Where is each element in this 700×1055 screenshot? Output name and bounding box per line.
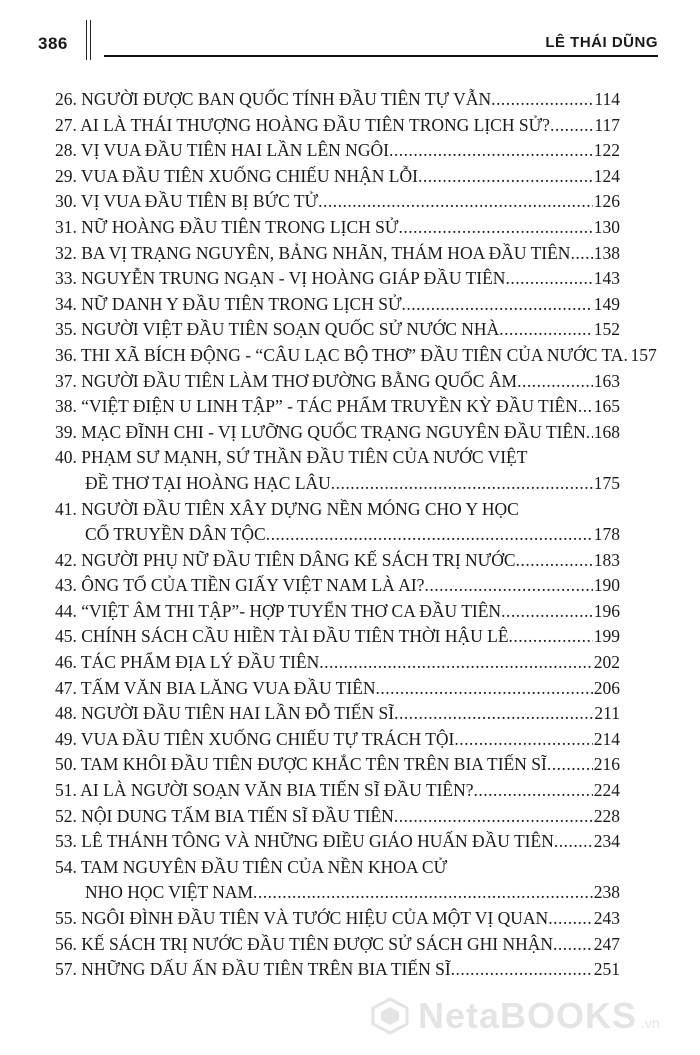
netabooks-logo-icon	[370, 996, 410, 1036]
running-head-author: LÊ THÁI DŨNG	[545, 34, 658, 51]
toc-entry-row	[55, 189, 620, 215]
toc-entry-row	[55, 292, 620, 318]
toc-entry	[55, 317, 620, 343]
toc-entry-row	[55, 113, 620, 139]
toc-entry-title: 39. MẠC ĐĨNH CHI - VỊ LƯỠNG QUỐC TRẠNG NGUYÊN ĐẦU TIÊN	[55, 421, 586, 442]
toc-entry	[55, 445, 620, 496]
toc-entry	[55, 266, 620, 292]
toc-entry-title: 49. VUA ĐẦU TIÊN XUỐNG CHIẾU TỰ TRÁCH TỘI	[55, 728, 455, 749]
dot-leader	[424, 573, 592, 599]
toc-entry-row	[55, 394, 620, 420]
dot-leader	[550, 113, 593, 139]
toc-entry-title: 44. “VIỆT ÂM THI TẬP”- HỢP TUYỂN THƠ CA ĐẦU TIÊN	[55, 600, 502, 621]
toc-entry-title: 52. NỘI DUNG TẤM BIA TIẾN SĨ ĐẦU TIÊN	[55, 805, 394, 826]
toc-page-number: 247	[593, 933, 620, 954]
toc-page-number: 124	[593, 165, 620, 186]
dot-leader	[516, 548, 593, 574]
toc-entry	[55, 855, 620, 906]
dot-leader	[331, 471, 593, 497]
toc-page-number: 228	[593, 805, 620, 826]
toc-page-number: 122	[593, 140, 620, 161]
toc-page-number: 190	[593, 575, 620, 596]
toc-entry	[55, 624, 620, 650]
toc-page-number: 183	[593, 549, 620, 570]
toc-entry-row	[55, 164, 620, 190]
toc-page-number: 126	[593, 191, 620, 212]
toc-entry	[55, 906, 620, 932]
watermark-text: NetaBOOKS	[418, 995, 638, 1036]
toc-entry-row	[55, 215, 620, 241]
watermark	[370, 990, 690, 1042]
toc-entry	[55, 164, 620, 190]
toc-entry-row	[55, 522, 620, 548]
toc-entry	[55, 650, 620, 676]
dot-leader	[570, 241, 592, 267]
dot-leader	[578, 394, 593, 420]
dot-leader	[454, 727, 592, 753]
toc-entry	[55, 497, 620, 548]
dot-leader	[586, 420, 593, 446]
toc-page-number: 114	[594, 89, 620, 109]
watermark-suffix: .vn	[641, 1015, 660, 1031]
dot-leader	[451, 957, 593, 983]
toc-entry	[55, 957, 620, 983]
toc-page-number: 251	[593, 959, 620, 980]
toc-entry-row	[55, 138, 620, 164]
toc-entry-title: 38. “VIỆT ĐIỆN U LINH TẬP” - TÁC PHẨM TRUYỀN KỲ ĐẦU TIÊN	[55, 396, 578, 417]
toc-entry-row	[55, 932, 620, 958]
toc-entry-row	[55, 573, 620, 599]
toc-page-number: 224	[593, 780, 620, 801]
toc-entry-title: 30. VỊ VUA ĐẦU TIÊN BỊ BỨC TỬ	[55, 191, 319, 212]
dot-leader	[554, 829, 593, 855]
toc-entry-title: 51. AI LÀ NGƯỜI SOẠN VĂN BIA TIẾN SĨ ĐẦU TIÊN?	[55, 780, 474, 801]
toc-page-number: 202	[593, 652, 620, 673]
toc-entry-title: 28. VỊ VUA ĐẦU TIÊN HAI LẦN LÊN NGÔI	[55, 140, 389, 161]
header-rule	[104, 55, 658, 57]
toc-entry-title: 55. NGÔI ĐÌNH ĐẦU TIÊN VÀ TƯỚC HIỆU CỦA MỘT VỊ QUAN	[55, 908, 549, 928]
toc-entry-title: ĐỀ THƠ TẠI HOÀNG HẠC LÂU	[85, 472, 331, 493]
dot-leader	[266, 522, 593, 548]
toc-page-number: 168	[593, 421, 620, 442]
dot-leader	[499, 317, 593, 343]
toc-entry-title: 48. NGƯỜI ĐẦU TIÊN HAI LẦN ĐỖ TIẾN SĨ	[55, 703, 395, 724]
toc-entry-row	[55, 624, 620, 650]
toc-entry-title: 34. NỮ DANH Y ĐẦU TIÊN TRONG LỊCH SỬ	[55, 293, 402, 314]
toc-page-number: 152	[593, 319, 620, 340]
table-of-contents	[55, 87, 657, 983]
toc-page-number: 238	[593, 882, 620, 903]
toc-entry-title: 27. AI LÀ THÁI THƯỢNG HOÀNG ĐẦU TIÊN TRONG LỊCH SỬ?	[55, 114, 550, 135]
toc-entry-title: 32. BA VỊ TRẠNG NGUYÊN, BẢNG NHÃN, THÁM HOA ĐẦU TIÊN	[55, 242, 571, 263]
dot-leader	[553, 932, 593, 958]
toc-entry	[55, 804, 620, 830]
dot-leader	[509, 624, 593, 650]
toc-page-number: 175	[593, 472, 620, 493]
toc-page-number: 196	[593, 600, 620, 621]
toc-entry	[55, 676, 620, 702]
toc-entry-row	[55, 241, 620, 267]
toc-entry	[55, 369, 620, 395]
dot-leader	[402, 292, 593, 318]
toc-page-number: 138	[593, 242, 620, 263]
dot-leader	[547, 752, 593, 778]
toc-entry	[55, 87, 620, 113]
toc-entry-row	[55, 804, 620, 830]
toc-entry-title-line: 41. NGƯỜI ĐẦU TIÊN XÂY DỰNG NỀN MÓNG CHO Y HỌC	[55, 498, 519, 519]
toc-entry-title: 47. TẤM VĂN BIA LĂNG VUA ĐẦU TIÊN	[55, 677, 376, 698]
toc-entry	[55, 932, 620, 958]
toc-page-number: 117	[594, 114, 620, 135]
toc-entry	[55, 829, 620, 855]
toc-entry	[55, 343, 657, 369]
dot-leader	[389, 138, 593, 164]
dot-leader	[318, 189, 593, 215]
toc-entry-title: 46. TÁC PHẨM ĐỊA LÝ ĐẦU TIÊN	[55, 652, 320, 673]
toc-entry	[55, 752, 620, 778]
toc-entry-title: 42. NGƯỜI PHỤ NỮ ĐẦU TIÊN DÂNG KẾ SÁCH TRỊ NƯỚC	[55, 549, 516, 570]
toc-page-number: 157	[630, 344, 657, 365]
toc-entry	[55, 599, 620, 625]
toc-entry-title: 45. CHÍNH SÁCH CẦU HIỀN TÀI ĐẦU TIÊN THỜI HẬU LÊ	[55, 626, 509, 647]
toc-entry-title-line: 40. PHẠM SƯ MẠNH, SỨ THẦN ĐẦU TIÊN CỦA NƯỚC VIỆT	[55, 447, 528, 468]
dot-leader	[505, 266, 592, 292]
dot-leader	[548, 906, 593, 932]
toc-entry	[55, 138, 620, 164]
toc-entry-row	[55, 701, 620, 727]
toc-entry-row	[55, 906, 620, 932]
toc-entry-row	[55, 676, 620, 702]
toc-page-number: 163	[593, 370, 620, 391]
page-number: 386	[38, 34, 68, 53]
toc-entry-row	[55, 599, 620, 625]
toc-page-number: 178	[593, 524, 620, 545]
toc-entry	[55, 113, 620, 139]
toc-page-number: 165	[593, 396, 620, 417]
toc-page-number: 130	[593, 216, 620, 237]
toc-page-number: 216	[593, 754, 620, 775]
toc-page-number: 143	[593, 268, 620, 289]
dot-leader	[398, 215, 592, 241]
toc-entry-row	[55, 471, 620, 497]
toc-page-number: 206	[593, 677, 620, 698]
toc-entry-row	[55, 317, 620, 343]
toc-entry-title: 29. VUA ĐẦU TIÊN XUỐNG CHIẾU NHẬN LỖI	[55, 165, 418, 186]
dot-leader	[474, 778, 593, 804]
page-header	[0, 0, 700, 70]
toc-entry-title: 43. ÔNG TỔ CỦA TIỀN GIẤY VIỆT NAM LÀ AI?	[55, 575, 425, 596]
toc-entry	[55, 241, 620, 267]
toc-entry-title: 26. NGƯỜI ĐƯỢC BAN QUỐC TÍNH ĐẦU TIÊN TỰ VẪN	[55, 89, 492, 109]
dot-leader	[319, 650, 592, 676]
toc-entry	[55, 548, 620, 574]
dot-leader	[517, 369, 593, 395]
toc-entry	[55, 420, 620, 446]
toc-entry-row	[55, 266, 620, 292]
toc-entry-row	[55, 343, 657, 369]
toc-entry-row	[55, 829, 620, 855]
toc-entry	[55, 701, 620, 727]
dot-leader	[394, 701, 593, 727]
dot-leader	[253, 880, 593, 906]
toc-entry-row	[55, 727, 620, 753]
toc-entry-row	[55, 650, 620, 676]
toc-page-number: 234	[593, 831, 620, 852]
toc-entry-title: 31. NỮ HOÀNG ĐẦU TIÊN TRONG LỊCH SỬ	[55, 216, 399, 237]
dot-leader	[501, 599, 593, 625]
toc-entry-title: CỔ TRUYỀN DÂN TỘC	[85, 524, 266, 545]
toc-entry	[55, 727, 620, 753]
toc-entry	[55, 189, 620, 215]
toc-entry-title: 36. THI XÃ BÍCH ĐỘNG - “CÂU LẠC BỘ THƠ” ĐẦU TIÊN CỦA NƯỚC TA	[55, 344, 624, 365]
toc-entry-title: 57. NHỮNG DẤU ẤN ĐẦU TIÊN TRÊN BIA TIẾN SĨ	[55, 959, 451, 980]
header-divider	[86, 20, 91, 60]
toc-entry	[55, 215, 620, 241]
toc-entry	[55, 778, 620, 804]
toc-entry-title: NHO HỌC VIỆT NAM	[85, 882, 254, 903]
toc-page-number: 149	[593, 293, 620, 314]
dot-leader	[418, 164, 593, 190]
toc-entry-title: 37. NGƯỜI ĐẦU TIÊN LÀM THƠ ĐƯỜNG BẰNG QUỐC ÂM	[55, 370, 518, 391]
toc-entry-title: 56. KẾ SÁCH TRỊ NƯỚC ĐẦU TIÊN ĐƯỢC SỬ SÁCH GHI NHẬN	[55, 933, 554, 954]
toc-page-number: 199	[593, 626, 620, 647]
toc-entry	[55, 292, 620, 318]
toc-entry-title: 35. NGƯỜI VIỆT ĐẦU TIÊN SOẠN QUỐC SỬ NƯỚC NHÀ	[55, 319, 500, 340]
toc-entry-row	[55, 752, 620, 778]
toc-entry-title-line: 54. TAM NGUYÊN ĐẦU TIÊN CỦA NỀN KHOA CỬ	[55, 856, 448, 877]
toc-entry-row	[55, 548, 620, 574]
dot-leader	[394, 804, 593, 830]
toc-entry	[55, 573, 620, 599]
dot-leader	[376, 676, 593, 702]
toc-entry-title: 33. NGUYỄN TRUNG NGẠN - VỊ HOÀNG GIÁP ĐẦU TIÊN	[55, 268, 506, 289]
toc-entry-title: 50. TAM KHÔI ĐẦU TIÊN ĐƯỢC KHẮC TÊN TRÊN BIA TIẾN SĨ	[55, 754, 547, 775]
toc-entry-title: 53. LÊ THÁNH TÔNG VÀ NHỮNG ĐIỀU GIÁO HUẤN ĐẦU TIÊN	[55, 831, 554, 852]
toc-entry	[55, 394, 620, 420]
toc-entry-row	[55, 87, 620, 113]
toc-page-number: 243	[593, 908, 620, 928]
toc-page-number: 211	[594, 703, 620, 724]
toc-entry-row	[55, 778, 620, 804]
toc-entry-row	[55, 369, 620, 395]
toc-entry-row	[55, 880, 620, 906]
dot-leader	[491, 87, 593, 113]
toc-entry-row	[55, 420, 620, 446]
toc-entry-row	[55, 957, 620, 983]
toc-page-number: 214	[593, 728, 620, 749]
